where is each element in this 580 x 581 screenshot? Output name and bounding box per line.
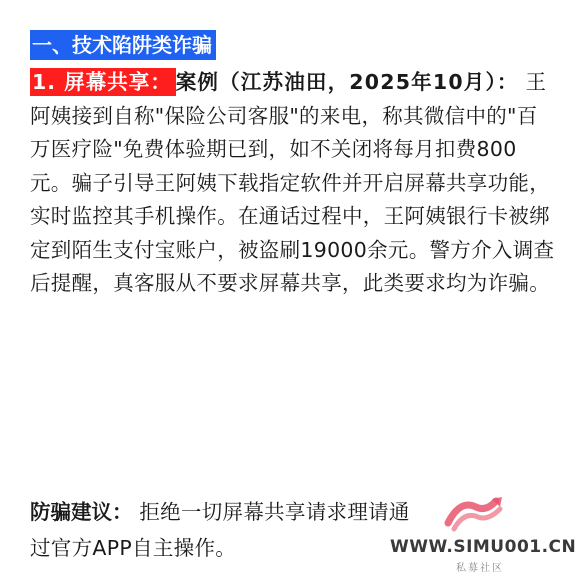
simu-community-logo-icon <box>442 493 506 533</box>
advice-paragraph <box>30 494 410 566</box>
watermark-site-url: WWW.SIMU001.CN <box>390 537 577 557</box>
case-paragraph <box>30 66 555 301</box>
watermark-subtitle: 私募社区 <box>456 563 504 574</box>
advice-label: 防骗建议： <box>30 500 133 524</box>
case-number-badge: 1. 屏幕共享： <box>30 68 176 96</box>
section-heading: 一、技术陷阱类诈骗 <box>30 30 216 60</box>
watermark <box>390 493 577 575</box>
case-body: 王阿姨接到自称"保险公司客服"的来电，称其微信中的"百万医疗险"免费体验期已到，如不关闭将每月扣费800元。骗子引导王阿姨下载指定软件并开启屏幕共享功能，实时监控其手机操作。在通话过程中，王阿姨银行卡被绑定到陌生支付宝账户，被盗刷19000余元。警方介入调查后提醒，真客服从不要求屏幕共享，此类要求均为诈骗。 <box>30 70 555 295</box>
advice-text: 拒绝一切屏幕共享请求理请通过官方APP自主操作。 <box>30 500 410 560</box>
case-title: 案例（江苏油田，2025年10月）： <box>175 70 519 94</box>
